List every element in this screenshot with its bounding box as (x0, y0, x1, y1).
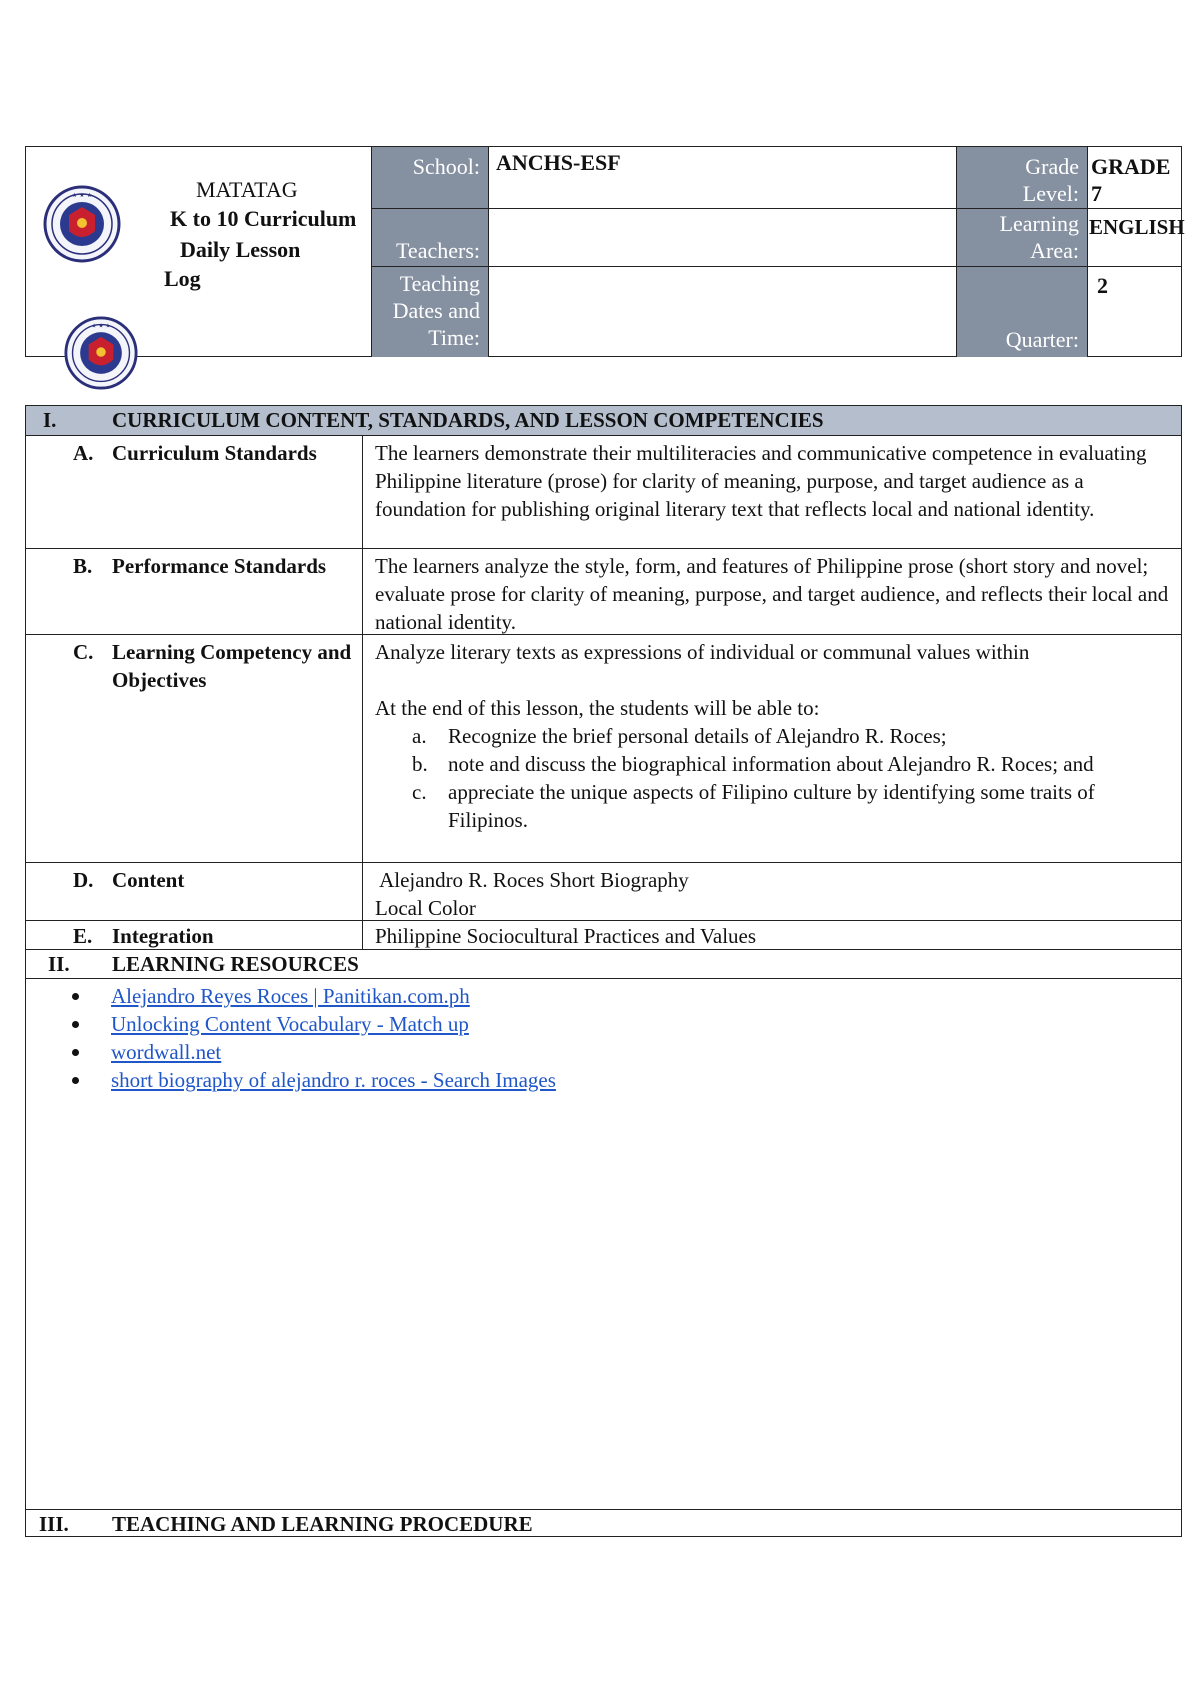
svg-text:★ ★ ★: ★ ★ ★ (91, 323, 111, 330)
resource-item (26, 1066, 1181, 1094)
section1-header (26, 406, 1181, 435)
row-label (26, 436, 362, 465)
section3-header (26, 1509, 1181, 1537)
objective-item (375, 722, 1175, 750)
row-performance-standards (26, 548, 1181, 634)
dll-main-table (25, 405, 1182, 1537)
hdr-divider (371, 147, 372, 357)
resource-link-wordwall[interactable]: wordwall.net (111, 1040, 222, 1064)
svg-text:★ ★ ★: ★ ★ ★ (72, 192, 92, 199)
resource-link-match-up[interactable]: Unlocking Content Vocabulary - Match up (111, 1012, 469, 1036)
row-label-text: Integration (112, 924, 214, 948)
objective-text: appreciate the unique aspects of Filipino culture by identifying some traits of Filipinos. (448, 780, 1095, 832)
dates-label-2: Dates and (392, 298, 480, 323)
deped-seal-icon (43, 185, 121, 263)
quarter-label: Quarter: (1005, 327, 1079, 352)
objectives-list (375, 722, 1175, 834)
section2-title: LEARNING RESOURCES (112, 952, 359, 976)
row-learning-competency (26, 634, 1181, 862)
row-content (363, 863, 1181, 922)
row-label-text: Performance Standards (112, 554, 327, 578)
area-label-cell (956, 208, 1087, 266)
hdr-divider (956, 147, 957, 357)
row-letter: E. (73, 924, 93, 948)
area-value[interactable]: ENGLISH (1089, 215, 1185, 239)
resource-item (26, 982, 1181, 1010)
row-content (363, 635, 1181, 834)
resource-list (26, 982, 1181, 1094)
dll-title (142, 175, 356, 293)
row-label-text: Learning Competency and Objectives (112, 640, 352, 692)
bullet-icon (72, 1077, 79, 1084)
objective-marker: b. (412, 752, 428, 776)
grade-value[interactable]: GRADE 7 (1091, 154, 1171, 206)
school-label-cell (371, 147, 488, 208)
row-label (26, 921, 362, 948)
row-label (26, 549, 362, 578)
grade-label-1: Grade (1025, 154, 1079, 179)
area-label-1: Learning (999, 211, 1079, 236)
row-letter: D. (73, 868, 94, 892)
objective-marker: a. (412, 724, 427, 748)
school-value[interactable]: ANCHS-ESF (496, 150, 621, 175)
dates-label-3: Time: (428, 325, 480, 350)
row-letter: A. (73, 441, 94, 465)
resource-link-panitikan[interactable]: Alejandro Reyes Roces | Panitikan.com.ph (111, 984, 470, 1008)
row-content: Philippine Sociocultural Practices and Values (375, 924, 757, 948)
school-label: School: (412, 154, 480, 179)
teachers-value[interactable] (488, 208, 956, 266)
teachers-label: Teachers: (396, 238, 480, 263)
section3-title: TEACHING AND LEARNING PROCEDURE (112, 1512, 533, 1536)
hdr-divider (371, 208, 1182, 209)
objectives-intro: At the end of this lesson, the students will be able to: (375, 696, 820, 720)
hdr-divider (1087, 147, 1088, 357)
hdr-divider (371, 266, 1182, 267)
title-line-log: Log (164, 266, 201, 291)
hdr-divider (488, 147, 489, 357)
row-content-topic (26, 862, 1181, 920)
dll-header-table (25, 146, 1185, 357)
resources-area (26, 978, 1181, 1509)
section1-roman: I. (43, 408, 57, 432)
row-label (26, 863, 362, 892)
objective-text: Recognize the brief personal details of Alejandro R. Roces; (448, 724, 947, 748)
title-line-daily: Daily Lesson (180, 237, 301, 262)
dates-label-1: Teaching (399, 271, 480, 296)
section2-header (26, 949, 1181, 978)
quarter-value[interactable]: 2 (1097, 273, 1108, 298)
title-line-curriculum: K to 10 Curriculum (170, 206, 357, 231)
teachers-label-cell (371, 208, 488, 266)
area-label-2: Area: (1030, 238, 1079, 263)
resource-item (26, 1010, 1181, 1038)
content-line-2: Local Color (375, 896, 476, 920)
objective-item (375, 778, 1175, 834)
row-letter: B. (73, 554, 93, 578)
grade-label-2: Level: (1022, 181, 1079, 206)
objective-item (375, 750, 1175, 778)
dates-value[interactable] (488, 266, 956, 357)
dates-label-cell (371, 266, 488, 357)
section2-roman: II. (48, 952, 70, 976)
objective-marker: c. (412, 780, 427, 804)
section3-roman: III. (39, 1512, 69, 1536)
row-label (26, 635, 362, 692)
row-integration (26, 920, 1181, 949)
bullet-icon (72, 1021, 79, 1028)
objective-text: note and discuss the biographical information about Alejandro R. Roces; and (448, 752, 1094, 776)
grade-label-cell (956, 147, 1087, 208)
competency-text: Analyze literary texts as expressions of individual or communal values within (375, 640, 1030, 664)
bullet-icon (72, 1049, 79, 1056)
row-content: The learners analyze the style, form, and features of Philippine prose (short story and novel; evaluate prose for clarity of meaning, purpose, and target audience, and reflects their local and national identity. (375, 554, 1169, 634)
row-content: The learners demonstrate their multiliteracies and communicative competence in evaluating Philippine literature (prose) for clarity of meaning, purpose, and target audience as a foundation for publishing original literary text that reflects local and national identity. (375, 441, 1147, 521)
row-label-text: Curriculum Standards (112, 441, 317, 465)
row-label-text: Content (112, 868, 185, 892)
resource-item (26, 1038, 1181, 1066)
deped-seal-icon (64, 316, 138, 390)
row-letter: C. (73, 640, 94, 664)
title-line-matatag: MATATAG (196, 177, 298, 202)
quarter-label-cell (956, 266, 1087, 357)
bullet-icon (72, 993, 79, 1000)
section1-title: CURRICULUM CONTENT, STANDARDS, AND LESSON COMPETENCIES (112, 408, 824, 432)
content-line-1: Alejandro R. Roces Short Biography (375, 868, 689, 892)
resource-link-search-images[interactable]: short biography of alejandro r. roces - Search Images (111, 1068, 556, 1092)
row-curriculum-standards (26, 435, 1181, 548)
